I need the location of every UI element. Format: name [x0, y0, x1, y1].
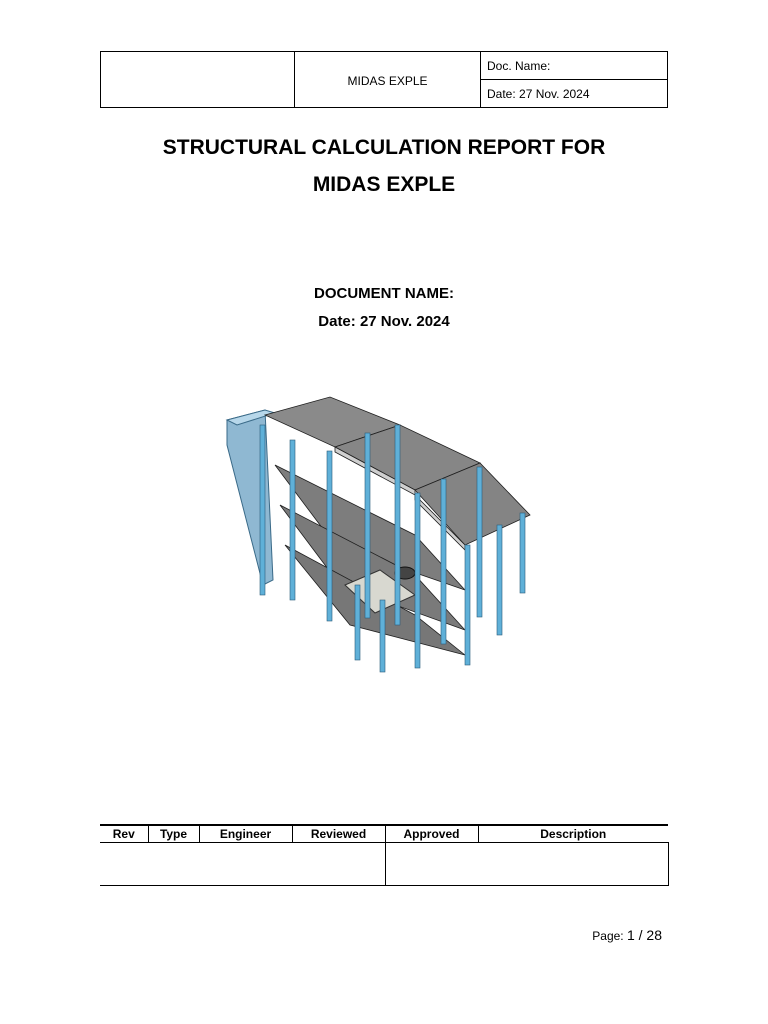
- revision-cell: [385, 843, 668, 886]
- document-date: Date: 27 Nov. 2024: [318, 313, 450, 330]
- project-name: MIDAS EXPLE: [295, 52, 481, 108]
- shear-wall: [227, 410, 273, 585]
- col-type: Type: [148, 825, 199, 843]
- report-title-line-1: STRUCTURAL CALCULATION REPORT FOR: [162, 136, 606, 159]
- page-label: Page:: [592, 929, 624, 943]
- table-row: [100, 843, 668, 886]
- col-engineer: Engineer: [199, 825, 292, 843]
- report-title-line-2: MIDAS EXPLE: [312, 173, 456, 196]
- header-date: Date: 27 Nov. 2024: [481, 80, 668, 108]
- document-name-label: DOCUMENT NAME:: [314, 285, 454, 302]
- col-rev: Rev: [100, 825, 148, 843]
- revision-table: [100, 824, 669, 886]
- page-count: 1 / 28: [626, 927, 662, 943]
- col-approved: Approved: [385, 825, 478, 843]
- page-number: [592, 927, 662, 943]
- col-description: Description: [478, 825, 668, 843]
- col-reviewed: Reviewed: [292, 825, 385, 843]
- logo-cell: [101, 52, 295, 108]
- revision-cell: [100, 843, 385, 886]
- header-table: [100, 51, 668, 108]
- building-model-image: [215, 385, 535, 680]
- doc-name-label: Doc. Name:: [481, 52, 668, 80]
